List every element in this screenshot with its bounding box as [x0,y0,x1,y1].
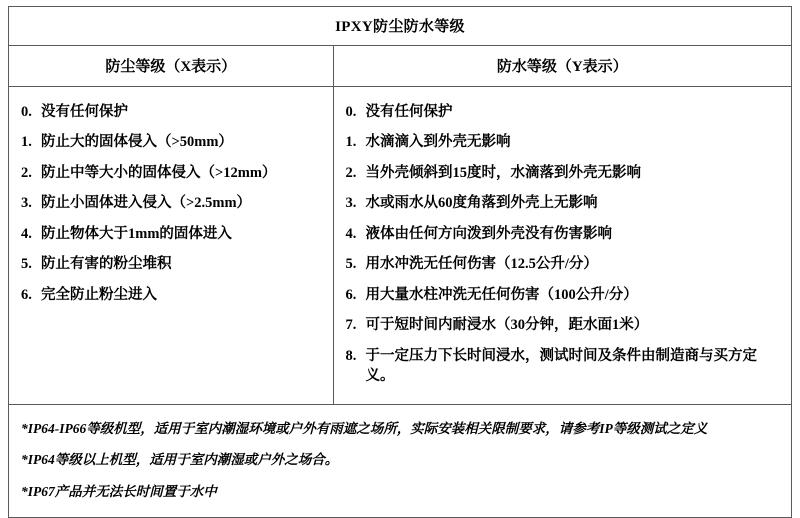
list-item [9,128,333,159]
list-item-number: 3. [345,195,357,212]
list-item-number: 5. [21,256,32,273]
table-notes-row [9,405,791,518]
list-item-number: 0. [345,103,357,120]
list-item [334,250,791,281]
list-item-label: 用水冲洗无任何伤害（12.5公升/分） [365,256,598,273]
list-item-number: 6. [345,286,357,303]
note-item: *IP64等级以上机型，适用于室内潮湿或户外之场合。 [21,452,339,468]
table-header-row [9,46,791,87]
list-item-number: 4. [345,225,357,242]
notes-list [9,405,791,518]
list-item [334,342,791,392]
list-item-label: 防止有害的粉尘堆积 [41,256,172,273]
list-item-label: 完全防止粉尘进入 [41,286,157,303]
list-item [334,158,791,189]
list-item [334,219,791,250]
list-item [9,280,333,311]
list-item-number: 6. [21,286,32,303]
list-item-label: 防止小固体进入侵入（>2.5mm） [41,195,252,212]
column-header-dust: 防尘等级（X表示） [9,46,334,86]
list-item-number: 1. [345,134,357,151]
water-level-list [334,87,791,404]
list-item-label: 液体由任何方向泼到外壳没有伤害影响 [365,225,613,242]
list-item-number: 1. [21,134,32,151]
list-item-label: 当外壳倾斜到15度时，水滴落到外壳无影响 [365,164,642,181]
list-item-label: 可于短时间内耐浸水（30分钟，距水面1米） [365,317,649,334]
table-title-row [9,7,791,46]
list-item-number: 3. [21,195,32,212]
ip-rating-table [8,6,792,518]
list-item-label: 防止中等大小的固体侵入（>12mm） [41,164,277,181]
list-item-label: 于一定压力下长时间浸水，测试时间及条件由制造商与买方定义。 [365,348,758,384]
list-item-number: 7. [345,317,357,334]
page-title: IPXY防尘防水等级 [335,19,465,35]
list-item [334,280,791,311]
list-item-number: 2. [21,164,32,181]
list-item-label: 水滴滴入到外壳无影响 [365,134,511,151]
list-item-number: 8. [345,348,357,364]
list-item [334,128,791,159]
list-item-label: 没有任何保护 [365,103,453,120]
list-item [334,97,791,128]
list-item-label: 水或雨水从60度角落到外壳上无影响 [365,195,598,212]
note-item: *IP64-IP66等级机型，适用于室内潮湿环境或户外有雨遮之场所，实际安装相关限制要求，请参考IP等级测试之定义 [21,420,708,436]
list-item [9,158,333,189]
dust-level-list [9,87,334,404]
list-item-number: 5. [345,256,357,273]
list-item [334,189,791,220]
list-item-number: 2. [345,164,357,181]
list-item-label: 没有任何保护 [41,103,128,120]
list-item-label: 用大量水柱冲洗无任何伤害（100公升/分） [365,286,638,303]
list-item [9,97,333,128]
list-item-label: 防止物体大于1mm的固体进入 [41,225,232,242]
table-body-row [9,87,791,405]
list-item-label: 防止大的固体侵入（>50mm） [41,134,233,151]
list-item [9,189,333,220]
list-item-number: 0. [21,103,32,120]
note-item: *IP67产品并无法长时间置于水中 [21,483,217,499]
list-item [9,219,333,250]
list-item [9,250,333,281]
list-item [334,311,791,342]
column-header-water: 防水等级（Y表示） [496,59,628,75]
list-item-number: 4. [21,225,32,242]
